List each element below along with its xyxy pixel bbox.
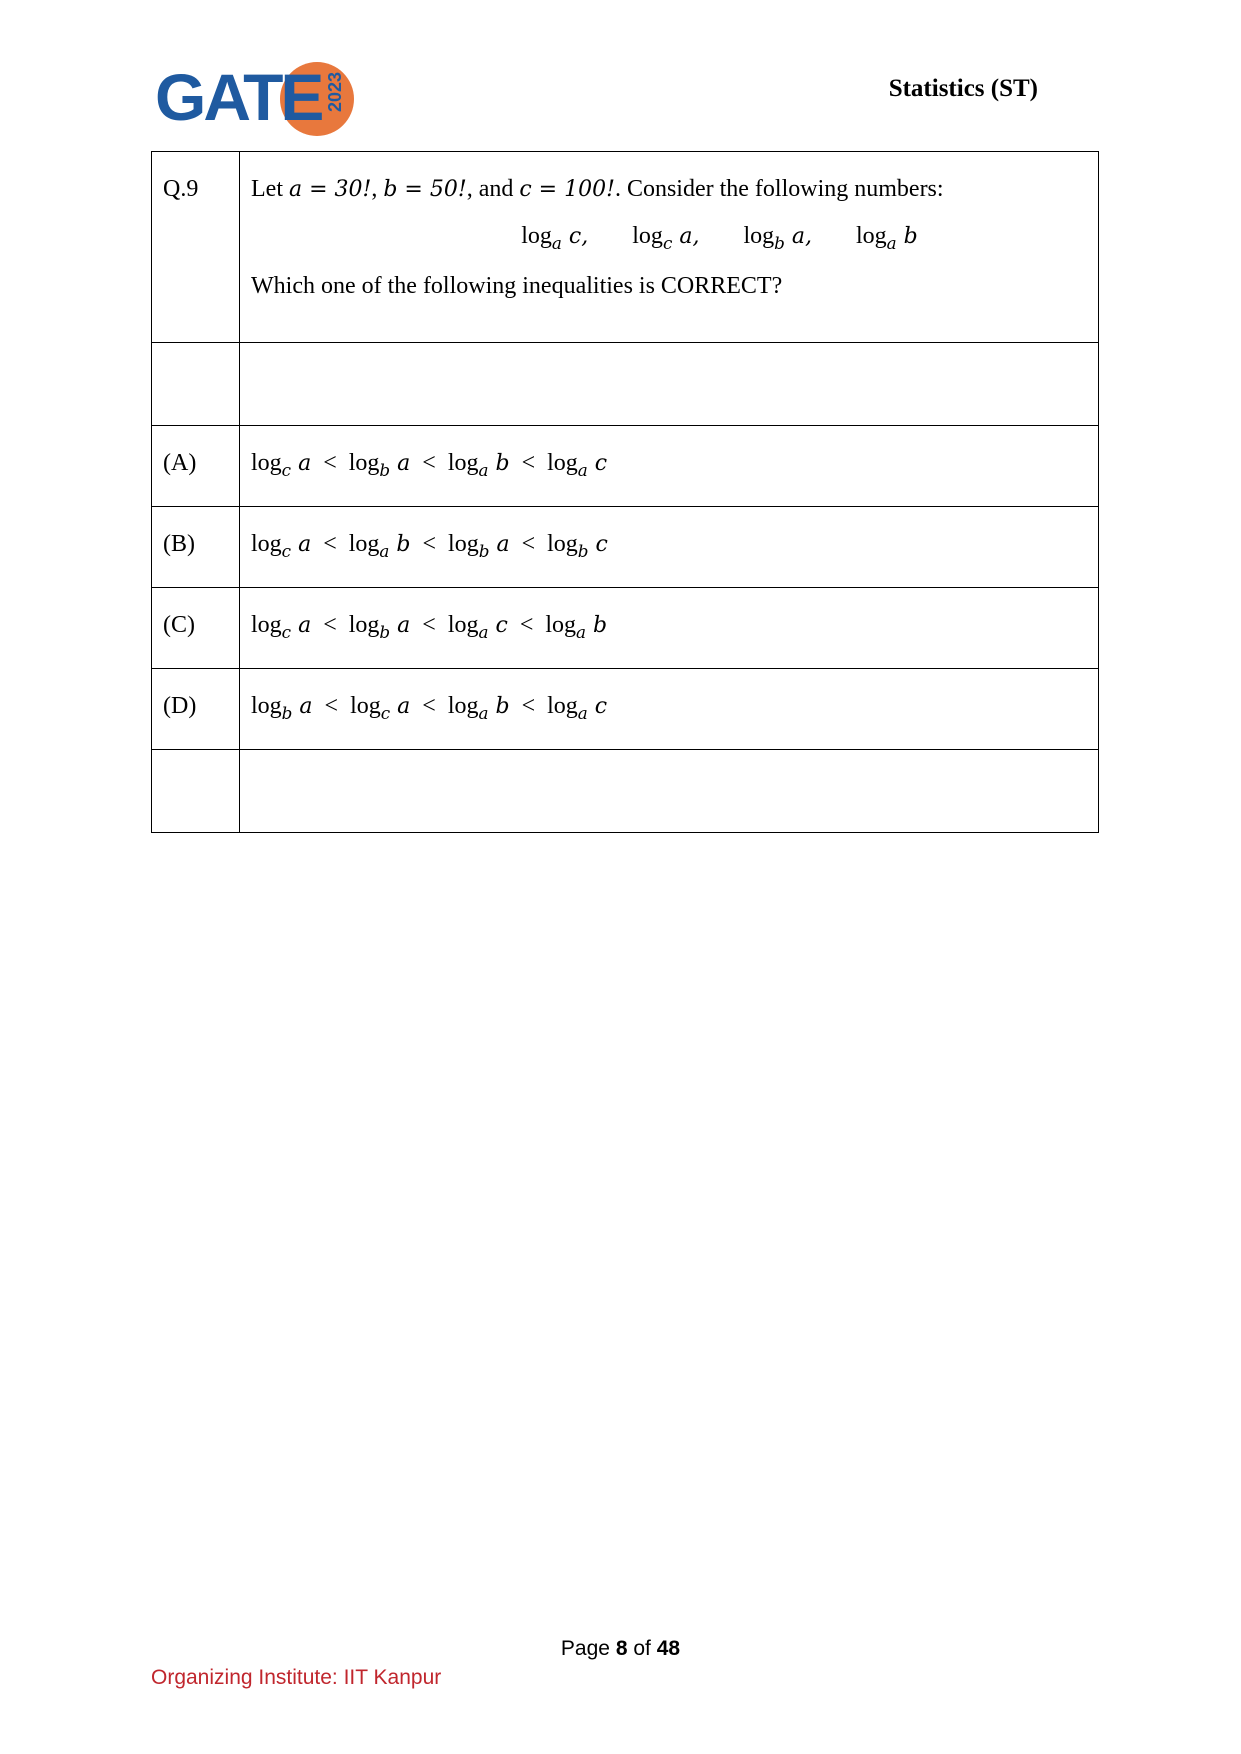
log-base: a [551,232,562,253]
blank-cell [240,750,1099,833]
log-base: a [478,702,489,723]
log-argument: a [489,532,510,557]
log-base: b [577,540,589,561]
page-prefix: Page [560,1637,610,1660]
log-term: $\log_c a$ [251,612,312,642]
log-base: c [281,621,292,642]
less-than-symbol: < [422,531,437,557]
option-row-b [152,507,1099,588]
assignment-c: c = 100! [519,177,615,202]
question-prompt: Which one of the following inequalities is CORRECT? [251,272,783,299]
logo-year: 2023 [325,72,345,113]
log-argument: a [672,224,693,249]
log-argument: a [390,451,411,476]
log-base: c [380,702,391,723]
question-body [240,152,1099,343]
log-argument: b [586,613,608,638]
log-term: $\log_c a$ [350,693,411,723]
blank-cell [240,343,1099,426]
log-term: $\log_a b$ [545,612,608,642]
less-than-symbol: < [521,450,536,476]
log-term: $\log_a b$ [348,531,411,561]
question-table [151,151,1099,833]
log-base: b [774,232,785,253]
log-term: $\log_a c$ [547,693,608,723]
blank-row [152,750,1099,833]
number-item [856,223,918,253]
question-row [152,152,1099,343]
option-label: (B) [152,507,240,588]
option-label: (A) [152,426,240,507]
log-argument: a [784,224,805,249]
assignment-b: b = 50! [383,177,467,202]
log-base: c [281,540,292,561]
log-argument: a [292,694,313,719]
log-base: a [886,232,897,253]
log-base: a [577,702,588,723]
less-than-symbol: < [323,612,337,638]
log-base: b [281,702,293,723]
log-base: a [576,621,587,642]
log-argument: a [390,613,411,638]
log-argument: c [561,224,582,249]
less-than-symbol: < [521,531,536,557]
log-argument: a [291,532,312,557]
less-than-symbol: < [422,693,436,719]
less-than-symbol: < [521,693,536,719]
log-base: a [478,459,489,480]
log-argument: c [587,451,608,476]
number-item: $\log_b a$, [743,223,812,253]
log-term: $\log_a c$ [547,450,608,480]
log-term: $\log_b a$ [348,450,411,480]
log-base: a [577,459,588,480]
log-term: $\log_b a$ [743,223,805,253]
blank-cell [152,343,240,426]
log-argument: b [488,694,510,719]
option-text [240,588,1099,669]
number-item: $\log_c a$, [632,223,700,253]
less-than-symbol: < [422,450,436,476]
option-text [240,426,1099,507]
log-term: $\log_a b$ [447,693,510,723]
less-than-symbol: < [519,612,534,638]
question-intro: Let a = 30!, b = 50!, and c = 100!. Consider the following numbers: [251,176,944,202]
log-argument: a [291,451,312,476]
log-term: $\log_c a$ [632,223,693,253]
page-number [0,1637,1241,1661]
less-than-symbol: < [422,612,436,638]
option-row-d [152,669,1099,750]
intro-prefix: Let [251,176,283,202]
log-argument: a [291,613,312,638]
page-total: 48 [656,1637,681,1660]
log-argument: b [896,224,918,249]
numbers-list [251,223,1098,253]
log-argument: c [587,694,608,719]
log-base: a [478,621,489,642]
option-text [240,507,1099,588]
option-text [240,669,1099,750]
intro-suffix: Consider the following numbers: [626,176,944,202]
log-base: b [379,621,391,642]
page-of: of [633,1637,651,1660]
gate-2023-logo [155,62,355,140]
number-item: $\log_a c$, [521,223,589,253]
blank-row [152,343,1099,426]
blank-cell [152,750,240,833]
question-number: Q.9 [152,152,240,343]
log-base: a [379,540,390,561]
log-term: $\log_c a$ [251,450,312,480]
option-label: (D) [152,669,240,750]
log-base: b [379,459,391,480]
log-term: $\log_c a$ [251,531,312,561]
log-argument: b [389,532,411,557]
log-term: $\log_a c$ [521,223,582,253]
log-term: $\log_b a$ [448,531,510,561]
log-term: $\log_a b$ [855,223,918,253]
logo-wordmark: GATE [155,60,322,134]
option-label: (C) [152,588,240,669]
log-argument: a [390,694,411,719]
log-argument: c [488,613,508,638]
less-than-symbol: < [323,531,337,557]
log-base: c [281,459,292,480]
log-term: $\log_a b$ [447,450,510,480]
log-term: $\log_a c$ [447,612,508,642]
log-argument: c [588,532,608,557]
option-row-c [152,588,1099,669]
log-term: $\log_b a$ [348,612,411,642]
log-argument: b [488,451,510,476]
log-base: b [478,540,490,561]
less-than-symbol: < [324,693,339,719]
less-than-symbol: < [323,450,337,476]
log-base: c [662,232,673,253]
page-current: 8 [615,1637,628,1660]
log-term: $\log_b a$ [251,693,313,723]
and-word: and [478,176,514,202]
log-term: $\log_b c$ [547,531,608,561]
assignment-a: a = 30! [288,177,372,202]
option-row-a [152,426,1099,507]
paper-title: Statistics (ST) [888,75,1038,102]
organizing-institute: Organizing Institute: IIT Kanpur [151,1666,442,1689]
